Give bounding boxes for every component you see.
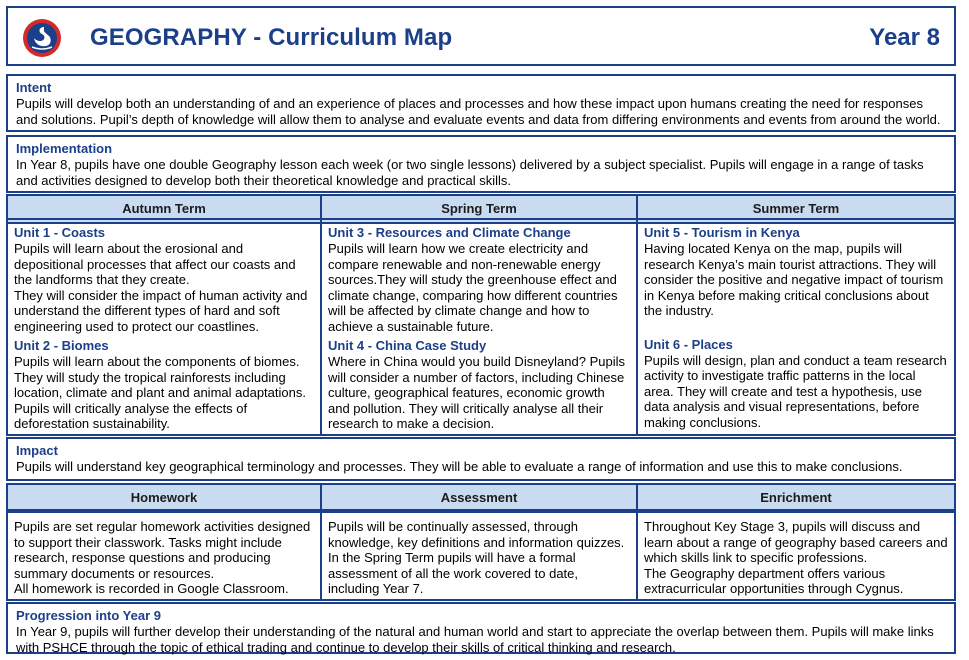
impact-section [6, 437, 956, 481]
intent-section [6, 74, 956, 132]
progression-text: In Year 9, pupils will further develop their understanding of the natural and human world and start to appreciate the overlap between them. Pupils will make links with PSHCE through the topic of ethical trading and continue to develop their skills of critical thinking and research. [16, 624, 934, 655]
unit-text: Pupils will learn about the erosional and depositional processes that affect our coasts and the landforms that they create. They will consider the impact of human activity and understand the different types of hard and soft engineering used to protect our coastlines. [14, 241, 308, 334]
unit-title: Unit 4 - China Case Study [328, 338, 487, 353]
term-header-autumn: Autumn Term [6, 194, 322, 224]
page-title: GEOGRAPHY - Curriculum Map [90, 24, 453, 51]
unit-text: Having located Kenya on the map, pupils will research Kenya’s main tourist attractions. They will consider the positive and negative impact of tourism in Kenya before making critical conclusions about the industry. [644, 241, 944, 318]
term-header-summer: Summer Term [636, 194, 956, 224]
terms-content-row [6, 220, 956, 438]
implementation-heading: Implementation [16, 141, 113, 156]
term-cell-autumn [6, 218, 322, 436]
page-header [6, 6, 956, 66]
implementation-text: In Year 8, pupils have one double Geography lesson each week (or two single lessons) delivered by a subject specialist. Pupils will engage in a range of tasks and activities designed to develop both their theoretical knowledge and practical skills. [16, 157, 924, 188]
term-header-spring: Spring Term [320, 194, 638, 224]
progression-heading: Progression into Year 9 [16, 608, 161, 623]
unit-text: Pupils will design, plan and conduct a team research activity to investigate traffic patterns in the local area. They will create and test a hypothesis, use data analysis and visual representations, before making conclusions. [644, 352, 947, 430]
intent-text: Pupils will develop both an understanding of and an experience of places and processes and how these impact upon humans creating the need for responses and solutions. Pupil’s depth of knowledge will allow them to analyse and evaluate events and data from differing environments and events from around the world. [16, 96, 941, 127]
unit-text: Where in China would you build Disneyland? Pupils will consider a number of factors, including Chinese culture, geographical features, economic growth and pollution. They will critically analyse all their research to make a decision. [328, 354, 626, 431]
unit-title: Unit 6 - Places [644, 336, 733, 352]
unit-title: Unit 3 - Resources and Climate Change [328, 225, 571, 240]
enrichment-cell [636, 509, 956, 601]
unit-title: Unit 2 - Biomes [14, 338, 109, 353]
assessment-cell [320, 509, 638, 601]
curriculum-map [6, 6, 956, 655]
enrichment-text: Throughout Key Stage 3, pupils will discuss and learn about a range of geography based careers and which skills link to specific professions. The Geography department offers various extracurricular opportunities through Cygnus. [644, 519, 948, 596]
assessment-header: Assessment [320, 483, 638, 513]
assessment-text: Pupils will be continually assessed, through knowledge, key definitions and information quizzes. In the Spring Term pupils will have a formal assessment of all the work covered to date, including Year 7. [328, 519, 625, 596]
intent-heading: Intent [16, 80, 52, 95]
impact-text: Pupils will understand key geographical terminology and processes. They will be able to evaluate a range of information and use this to make conclusions. [16, 459, 903, 474]
progression-section [6, 602, 956, 654]
year-label: Year 8 [869, 24, 940, 51]
unit-title: Unit 5 - Tourism in Kenya [644, 225, 800, 240]
implementation-section [6, 135, 956, 193]
extras-content-row [6, 511, 956, 603]
homework-cell [6, 509, 322, 601]
impact-heading: Impact [16, 443, 58, 458]
unit-text: Pupils will learn about the components of biomes. They will study the tropical rainforests including location, climate and plant and animal adaptations. Pupils will critically analyse the effects of deforestation sustainability. [14, 354, 306, 431]
term-cell-spring [320, 218, 638, 436]
unit-title: Unit 1 - Coasts [14, 225, 106, 240]
swan-crest-icon [22, 18, 62, 58]
unit-text: Pupils will learn how we create electricity and compare renewable and non-renewable energy sources.They will study the greenhouse effect and climate change, comparing how different countries will be affected by climate change and how to achieve a sustainable future. [328, 241, 618, 334]
homework-text: Pupils are set regular homework activities designed to support their classwork. Tasks might include research, response questions and producing summary documents or resources. All homework is recorded in Google Classroom. [14, 519, 311, 596]
homework-header: Homework [6, 483, 322, 513]
term-cell-summer [636, 218, 956, 436]
enrichment-header: Enrichment [636, 483, 956, 513]
